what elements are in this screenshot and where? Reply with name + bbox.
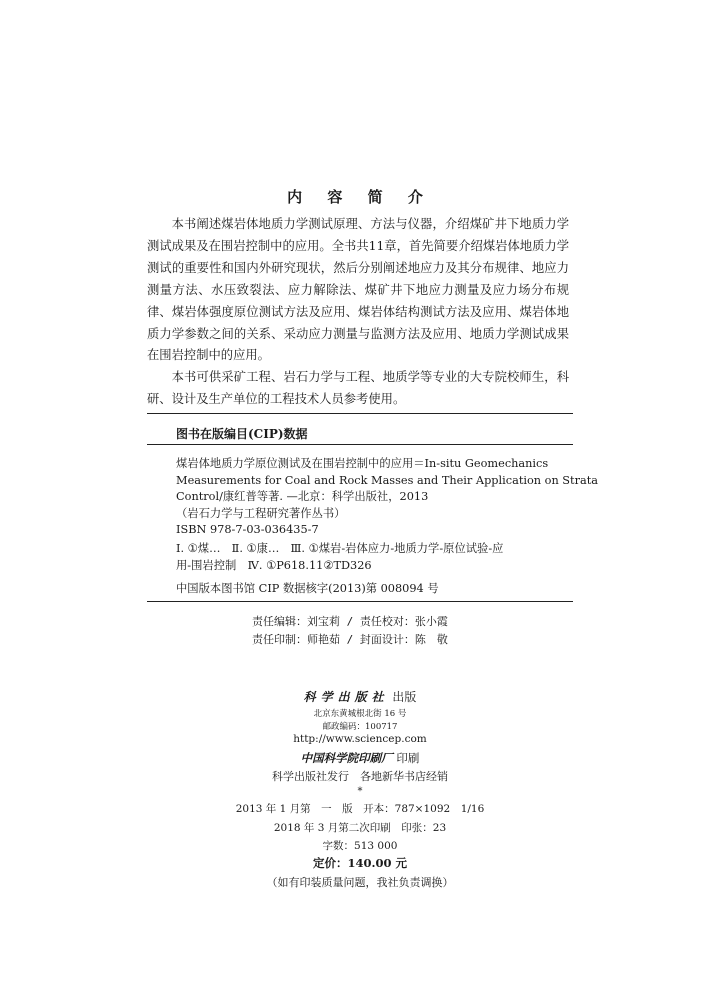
- cip-line: （岩石力学与工程研究著作丛书）: [176, 506, 346, 520]
- word-count: 字数：513 000: [322, 840, 398, 852]
- summary-body: [147, 214, 569, 411]
- publisher-url: http://www.sciencep.com: [293, 733, 427, 745]
- printer-brand: 中国科学院印刷厂: [300, 751, 393, 765]
- distribution-line: 科学出版社发行 各地新华书店经销: [272, 770, 448, 783]
- edition-line-2: 2018 年 3 月第二次印刷 印张：23: [273, 822, 447, 834]
- publisher-brand: 科学出版社: [303, 690, 389, 704]
- section-divider-bottom: [147, 601, 573, 602]
- cip-line: 煤岩体地质力学原位测试及在围岩控制中的应用＝In-situ Geomechanics: [176, 457, 549, 470]
- cip-heading: 图书在版编目(CIP)数据: [176, 427, 308, 441]
- quality-notice: （如有印装质量问题，我社负责调换）: [266, 876, 454, 889]
- cip-line: Control/康红普等著. —北京：科学出版社，2013: [176, 490, 429, 503]
- summary-title: 内 容 简 介: [287, 188, 433, 206]
- summary-paragraph-1: 本书阐述煤岩体地质力学测试原理、方法与仪器，介绍煤矿井下地质力学测试成果及在围岩控制中的应用。全书共11章，首先简要介绍煤岩体地质力学测试的重要性和国内外研究现状，然后分别阐述地应力及其分布规律、地应力测量方法、水压致裂法、应力解除法、煤矿井下地应力测量及应力场分布规律、煤岩体强度原位测试方法及应用、煤岩体结构测试方法及应用、煤岩体地质力学参数之间的关系、采动应力测量与监测方法及应用、地质力学测试成果在围岩控制中的应用。: [147, 217, 569, 363]
- cip-heading-underline: [147, 444, 573, 445]
- printer-line: [0, 750, 720, 766]
- price: 定价：140.00 元: [312, 856, 407, 870]
- cip-line: ISBN 978-7-03-036435-7: [176, 523, 319, 536]
- publisher-suffix: 出版: [392, 690, 417, 704]
- summary-paragraph-2: 本书可供采矿工程、岩石力学与工程、地质学等专业的大专院校师生，科研、设计及生产单位的工程技术人员参考使用。: [147, 370, 569, 407]
- editorial-credits: [252, 613, 582, 649]
- section-divider-top: [147, 413, 573, 414]
- edition-line-1: 2013 年 1 月第 一 版 开本：787×1092 1/16: [235, 803, 485, 815]
- cip-catalog-line: Ⅰ. ①煤… Ⅱ. ①康… Ⅲ. ①煤岩-岩体应力-地质力学-原位试验-应: [176, 542, 504, 555]
- cip-catalog-numbers: [176, 540, 572, 574]
- printer-suffix: 印刷: [396, 751, 420, 765]
- credits-line-1: 责任编辑：刘宝莉 / 责任校对：张小霞: [252, 615, 448, 628]
- cip-line: Measurements for Coal and Rock Masses and Their Application on Strata: [176, 473, 599, 487]
- separator-star: *: [357, 786, 363, 797]
- publisher-postcode: 邮政编码：100717: [322, 722, 398, 732]
- credits-line-2: 责任印制：师艳茹 / 封面设计：陈 敬: [252, 633, 448, 646]
- cip-record-number: 中国版本图书馆 CIP 数据核字(2013)第 008094 号: [176, 582, 439, 595]
- publisher-address: 北京东黄城根北街 16 号: [313, 709, 407, 719]
- cip-catalog-line: 用-围岩控制 Ⅳ. ①P618.11②TD326: [176, 559, 372, 572]
- cip-bibliographic-record: [176, 456, 599, 539]
- publisher-line: [0, 688, 720, 705]
